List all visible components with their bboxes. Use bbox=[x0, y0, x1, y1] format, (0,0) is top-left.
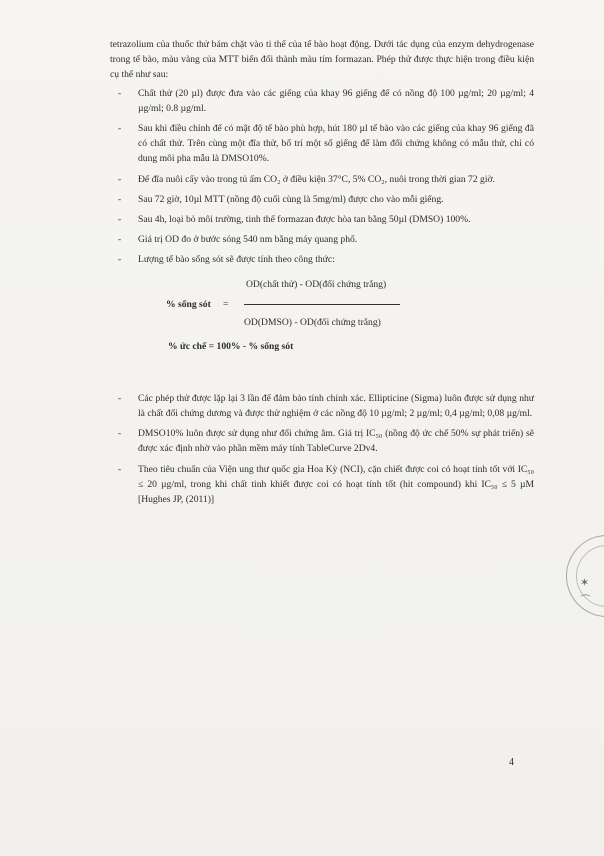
list-item bbox=[110, 121, 534, 167]
list-item-text: Sau 72 giờ, 10µl MTT (nồng độ cuối cùng là 5mg/ml) được cho vào mỗi giếng. bbox=[138, 193, 444, 205]
intro-paragraph: tetrazolium của thuốc thử bám chặt vào ti thể của tế bào hoạt động. Dưới tác dụng của enzym dehydrogenase trong tế bào, màu vàng của MTT biến đổi thành màu tím formazan. Phép thử được thực hiện trong điều kiện cụ thể như sau: bbox=[110, 39, 534, 81]
list-item-text: Theo tiêu chuẩn của Viện ung thư quốc gia Hoa Kỳ (NCI), cặn chiết được coi có hoạt tính tốt với IC₅₀ ≤ 20 µg/ml, trong khi chất tinh khiết được coi có hoạt tính tốt (hit compound) khi IC₅₀ ≤ 5 µM [Hughes JP, (2011)] bbox=[138, 463, 534, 506]
bullet-dash: - bbox=[118, 87, 122, 99]
list-item-text: Chất thử (20 µl) được đưa vào các giếng của khay 96 giếng để có nồng độ 100 µg/ml; 20 µg/ml; 4 µg/ml; 0.8 µg/ml. bbox=[138, 87, 534, 114]
bullet-dash: - bbox=[118, 173, 122, 185]
formula-lhs: % sống sót bbox=[166, 298, 211, 310]
list-item bbox=[110, 252, 534, 267]
bullet-dash: - bbox=[118, 123, 122, 135]
list-item bbox=[110, 212, 534, 227]
list-item-text: Các phép thử được lặp lại 3 lần để đảm bảo tính chính xác. Ellipticine (Sigma) luôn được sử dụng như là chất đối chứng dương và được thử nghiệm ở các nồng độ 10 µg/ml; 2 µg/ml; 0,4 µg/ml; 0,08 µg/ml. bbox=[138, 392, 534, 420]
bullet-dash: - bbox=[118, 193, 122, 205]
list-item bbox=[110, 391, 534, 421]
formula-numerator: OD(chất thử) - OD(đối chứng trắng) bbox=[246, 278, 387, 290]
bullet-dash: - bbox=[118, 254, 122, 266]
formula-denominator: OD(DMSO) - OD(đối chứng trắng) bbox=[244, 316, 381, 328]
list-item-text: Lượng tế bào sống sót sẽ được tính theo công thức: bbox=[138, 254, 335, 266]
body-text bbox=[110, 37, 534, 512]
bullet-dash: - bbox=[118, 428, 122, 440]
stamp-mark: ✶ bbox=[580, 577, 590, 589]
page-number: 4 bbox=[509, 757, 514, 768]
list-item bbox=[110, 86, 534, 116]
bullet-dash: - bbox=[118, 392, 122, 404]
list-item bbox=[110, 426, 534, 456]
bullet-dash: - bbox=[118, 463, 122, 475]
survival-formula bbox=[110, 273, 534, 337]
list-item bbox=[110, 462, 534, 508]
list-item bbox=[110, 172, 534, 187]
list-item-text: Sau khi điều chỉnh để có mật độ tế bào phù hợp, hút 180 µl tế bào vào các giếng của khay 96 giếng đã có chất thử. Trên cùng một đĩa thử, bố trí một số giếng để làm đối chứng không có mẫu thử, chỉ có dung môi pha mẫu là DMSO10%. bbox=[138, 123, 534, 165]
bullet-dash: - bbox=[118, 214, 122, 226]
stamp-mark: ⌒ bbox=[580, 595, 591, 607]
inhibition-formula: % ức chế = 100% - % sống sót bbox=[168, 340, 294, 352]
bullet-dash: - bbox=[118, 234, 122, 246]
list-item-text: DMSO10% luôn được sử dụng như đối chứng âm. Giá trị IC₅₀ (nồng độ ức chế 50% sự phát triển) sẽ được xác định nhờ vào phần mềm máy tính TableCurve 2Dv4. bbox=[138, 428, 534, 455]
list-item bbox=[110, 192, 534, 207]
fraction-bar bbox=[244, 304, 400, 305]
list-item-text: Sau 4h, loại bỏ môi trường, tinh thể formazan được hòa tan bằng 50µl (DMSO) 100%. bbox=[138, 214, 471, 226]
spacer bbox=[110, 354, 534, 388]
list-item bbox=[110, 232, 534, 247]
formula-equals: = bbox=[223, 298, 229, 310]
list-item-text: Giá trị OD đo ở bước sóng 540 nm bằng máy quang phổ. bbox=[138, 234, 358, 246]
list-item-text: Để đĩa nuôi cấy vào trong tủ ấm CO₂ ở điều kiện 37°C, 5% CO₂, nuôi trong thời gian 72 giờ. bbox=[138, 173, 495, 185]
